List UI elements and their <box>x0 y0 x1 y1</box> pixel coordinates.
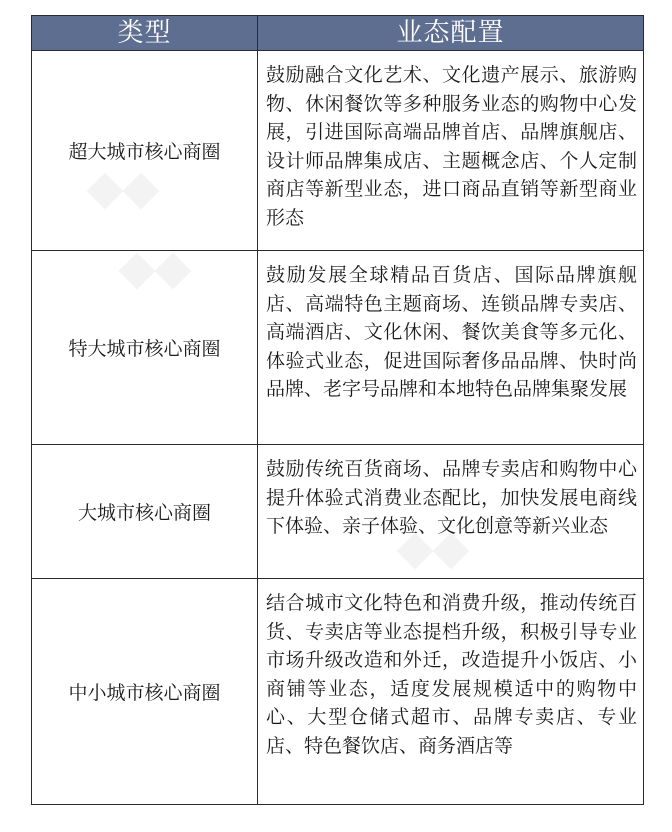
config-cell: 鼓励传统百货商场、品牌专卖店和购物中心提升体验式消费业态配比，加快发展电商线下体验、亲子体验、文化创意等新兴业态 <box>258 445 644 579</box>
table-row <box>32 579 644 805</box>
table-row <box>32 251 644 445</box>
config-cell: 结合城市文化特色和消费升级，推动传统百货、专卖店等业态提档升级，积极引导专业市场升级改造和外迁，改造提升小饭店、小商铺等业态，适度发展规模适中的购物中心、大型仓储式超市、品牌专卖店、专业店、特色餐饮店、商务酒店等 <box>258 579 644 805</box>
type-cell: 特大城市核心商圈 <box>32 251 258 445</box>
header-type: 类型 <box>32 16 258 51</box>
header-config: 业态配置 <box>258 16 644 51</box>
table-row <box>32 51 644 251</box>
config-cell: 鼓励发展全球精品百货店、国际品牌旗舰店、高端特色主题商场、连锁品牌专卖店、高端酒店、文化休闲、餐饮美食等多元化、体验式业态，促进国际奢侈品品牌、快时尚品牌、老字号品牌和本地特色品牌集聚发展 <box>258 251 644 445</box>
type-cell: 大城市核心商圈 <box>32 445 258 579</box>
type-cell: 中小城市核心商圈 <box>32 579 258 805</box>
header-row <box>32 16 644 51</box>
type-cell: 超大城市核心商圈 <box>32 51 258 251</box>
config-cell: 鼓励融合文化艺术、文化遗产展示、旅游购物、休闲餐饮等多种服务业态的购物中心发展，引进国际高端品牌首店、品牌旗舰店、设计师品牌集成店、主题概念店、个人定制商店等新型业态，进口商品直销等新型商业形态 <box>258 51 644 251</box>
table-row <box>32 445 644 579</box>
business-format-table <box>31 15 644 805</box>
